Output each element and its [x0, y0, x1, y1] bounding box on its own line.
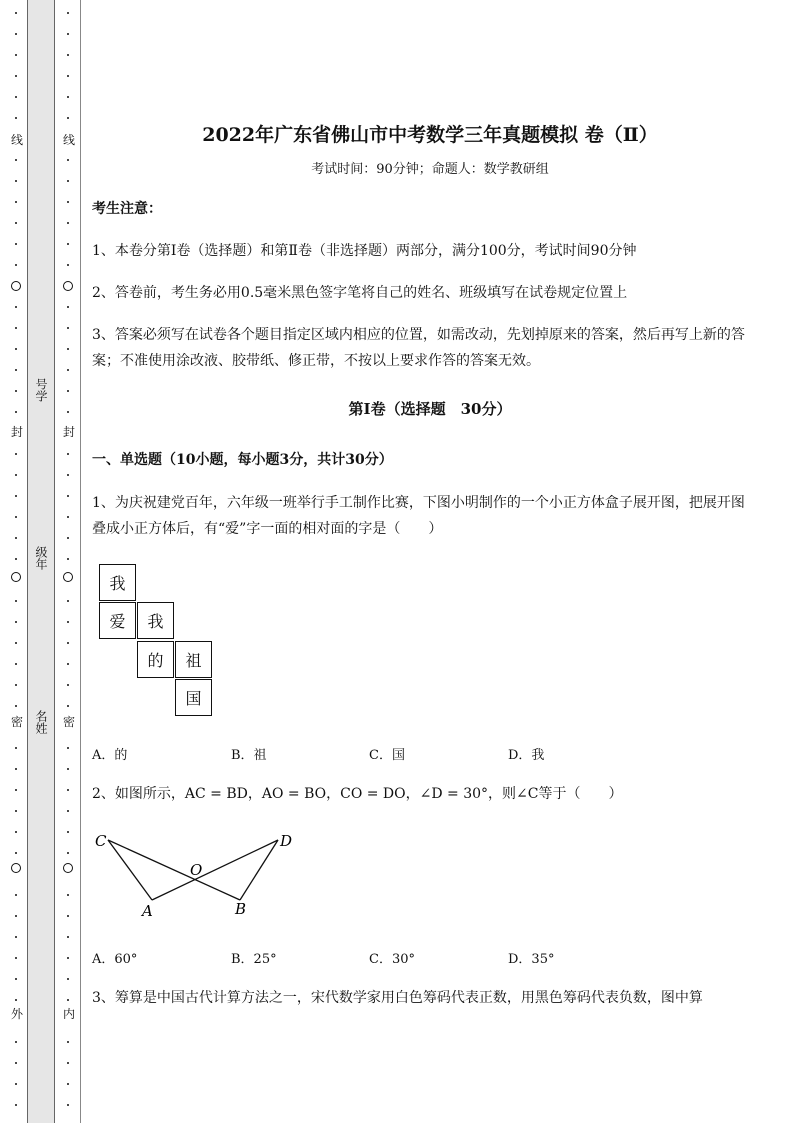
margin-dot	[67, 957, 69, 959]
margin-dot	[67, 768, 69, 770]
margin-dot	[15, 789, 17, 791]
margin-dot	[15, 306, 17, 308]
margin-dot	[67, 642, 69, 644]
margin-circle	[63, 572, 73, 582]
label-b: B	[235, 900, 247, 918]
margin-dot	[67, 915, 69, 917]
margin-dot	[15, 642, 17, 644]
margin-dot	[67, 453, 69, 455]
margin-dot	[67, 852, 69, 854]
margin-circle	[11, 281, 21, 291]
margin-dot	[15, 180, 17, 182]
margin-circle	[11, 863, 21, 873]
margin-dot	[67, 117, 69, 119]
margin-dot	[67, 621, 69, 623]
q2-option-b[interactable]: B．25°	[231, 952, 277, 967]
margin-dot	[15, 663, 17, 665]
margin-label-xian-left: 线	[10, 133, 23, 147]
net-cell: 爱	[99, 602, 136, 639]
margin-dot	[15, 411, 17, 413]
margin-dot	[15, 495, 17, 497]
margin-dot	[67, 222, 69, 224]
margin-dot	[15, 369, 17, 371]
margin-dot	[15, 54, 17, 56]
label-d: D	[280, 832, 293, 850]
margin-dot	[15, 810, 17, 812]
margin-dot	[67, 474, 69, 476]
margin-dot	[15, 474, 17, 476]
margin-dot	[67, 936, 69, 938]
margin-dot	[15, 1083, 17, 1085]
margin-dot	[15, 621, 17, 623]
margin-dot	[67, 306, 69, 308]
margin-dot	[67, 831, 69, 833]
margin-dot	[67, 1041, 69, 1043]
margin-dot	[67, 495, 69, 497]
segment-cb	[108, 840, 240, 900]
margin-circle	[11, 572, 21, 582]
margin-dot	[15, 999, 17, 1001]
margin-dot	[15, 453, 17, 455]
margin-dot	[67, 1104, 69, 1106]
margin-dot	[15, 327, 17, 329]
margin-dot	[15, 96, 17, 98]
exam-title: 2022年广东省佛山市中考数学三年真题模拟 卷（Ⅱ）	[202, 124, 658, 146]
margin-label-xian-right: 线	[62, 133, 75, 147]
margin-dot	[67, 54, 69, 56]
margin-dot	[15, 201, 17, 203]
margin-dot	[15, 957, 17, 959]
margin-dot	[15, 978, 17, 980]
exam-subtitle: 考试时间：90分钟；命题人：数学教研组	[311, 162, 549, 177]
margin-dot	[67, 894, 69, 896]
net-cell: 国	[175, 679, 212, 716]
margin-dot	[67, 684, 69, 686]
margin-circle	[63, 281, 73, 291]
label-o: O	[190, 861, 203, 879]
margin-dot	[67, 600, 69, 602]
margin-dot	[15, 537, 17, 539]
margin-dot	[67, 33, 69, 35]
margin-dot	[15, 12, 17, 14]
margin-label-mi-left: 密	[10, 715, 23, 729]
margin-dot	[67, 705, 69, 707]
margin-dot	[15, 1062, 17, 1064]
question-1-text: 1、为庆祝建党百年，六年级一班举行手工制作比赛，下图小明制作的一个小正方体盒子展开图，把展开图叠成小正方体后，有“爱”字一面的相对面的字是（ ）	[92, 495, 745, 537]
margin-dot	[67, 1062, 69, 1064]
margin-dot	[67, 1083, 69, 1085]
margin-dot	[15, 936, 17, 938]
margin-dot	[67, 663, 69, 665]
margin-dot	[67, 369, 69, 371]
margin-dot	[15, 747, 17, 749]
margin-dot	[67, 999, 69, 1001]
margin-dot	[67, 12, 69, 14]
question-2-text: 2、如图所示，AC = BD，AO = BO，CO = DO，∠D = 30°，则∠C等于（ ）	[92, 786, 623, 802]
margin-dot	[67, 390, 69, 392]
segment-ca	[108, 840, 152, 900]
margin-dot	[67, 789, 69, 791]
binding-line-right	[80, 0, 81, 1123]
margin-dot	[15, 684, 17, 686]
net-cell: 祖	[175, 641, 212, 678]
margin-dot	[15, 348, 17, 350]
margin-dot	[15, 390, 17, 392]
margin-dot	[67, 537, 69, 539]
margin-dot	[15, 600, 17, 602]
margin-dot	[67, 159, 69, 161]
margin-dot	[67, 327, 69, 329]
margin-dot	[67, 96, 69, 98]
q1-option-b[interactable]: B．祖	[231, 748, 267, 763]
notice-item-1: 1、本卷分第Ⅰ卷（选择题）和第Ⅱ卷（非选择题）两部分，满分100分，考试时间90分钟	[92, 243, 637, 259]
margin-dot	[67, 558, 69, 560]
label-c: C	[95, 832, 107, 850]
section-title: 第Ⅰ卷（选择题 30分）	[348, 400, 512, 418]
field-name: 名姓	[34, 710, 48, 734]
margin-dot	[67, 747, 69, 749]
net-cell: 的	[137, 641, 174, 678]
field-student-id: 号学	[34, 378, 48, 402]
margin-dot	[15, 558, 17, 560]
margin-dot	[15, 264, 17, 266]
margin-dot	[15, 1041, 17, 1043]
margin-dot	[15, 33, 17, 35]
margin-dot	[67, 75, 69, 77]
margin-dot	[15, 705, 17, 707]
margin-dot	[15, 75, 17, 77]
margin-label-feng-left: 封	[10, 425, 23, 439]
q1-option-a[interactable]: A．的	[92, 748, 128, 763]
label-a: A	[142, 902, 153, 920]
notice-item-2: 2、答卷前，考生务必用0.5毫米黑色签字笔将自己的姓名、班级填写在试卷规定位置上	[92, 285, 628, 301]
margin-dot	[67, 810, 69, 812]
geometry-figure	[90, 826, 310, 922]
margin-circle	[63, 863, 73, 873]
net-cell: 我	[137, 602, 174, 639]
margin-label-nei: 内	[62, 1007, 75, 1021]
margin-dot	[15, 831, 17, 833]
margin-dot	[67, 516, 69, 518]
margin-label-wai: 外	[10, 1007, 23, 1021]
margin-dot	[67, 180, 69, 182]
margin-dot	[67, 201, 69, 203]
margin-dot	[15, 915, 17, 917]
margin-dot	[67, 243, 69, 245]
q2-option-c[interactable]: C．30°	[369, 952, 415, 967]
margin-dot	[15, 852, 17, 854]
margin-dot	[67, 264, 69, 266]
margin-dot	[67, 348, 69, 350]
margin-dot	[15, 768, 17, 770]
margin-dot	[15, 516, 17, 518]
notice-item-3: 3、答案必须写在试卷各个题目指定区域内相应的位置，如需改动，先划掉原来的答案，然后再写上新的答案；不准使用涂改液、胶带纸、修正带，不按以上要求作答的答案无效。	[92, 327, 745, 369]
margin-dot	[15, 222, 17, 224]
margin-dot	[67, 411, 69, 413]
margin-label-feng-right: 封	[62, 425, 75, 439]
q1-option-d[interactable]: D．我	[508, 748, 545, 763]
margin-dot	[15, 1104, 17, 1106]
q2-option-a[interactable]: A．60°	[92, 952, 138, 967]
margin-dot	[15, 117, 17, 119]
q1-option-c[interactable]: C．国	[369, 748, 405, 763]
margin-label-mi-right: 密	[62, 715, 75, 729]
question-3-text: 3、筹算是中国古代计算方法之一，宋代数学家用白色筹码代表正数，用黑色筹码代表负数，图中算	[92, 990, 703, 1006]
q2-option-d[interactable]: D．35°	[508, 952, 555, 967]
margin-dot	[15, 894, 17, 896]
notice-heading: 考生注意：	[92, 201, 162, 217]
margin-dot	[67, 978, 69, 980]
margin-dot	[15, 243, 17, 245]
field-grade: 级年	[34, 546, 48, 570]
part-heading: 一、单选题（10小题，每小题3分，共计30分）	[92, 452, 393, 468]
net-cell: 我	[99, 564, 136, 601]
margin-dot	[15, 159, 17, 161]
